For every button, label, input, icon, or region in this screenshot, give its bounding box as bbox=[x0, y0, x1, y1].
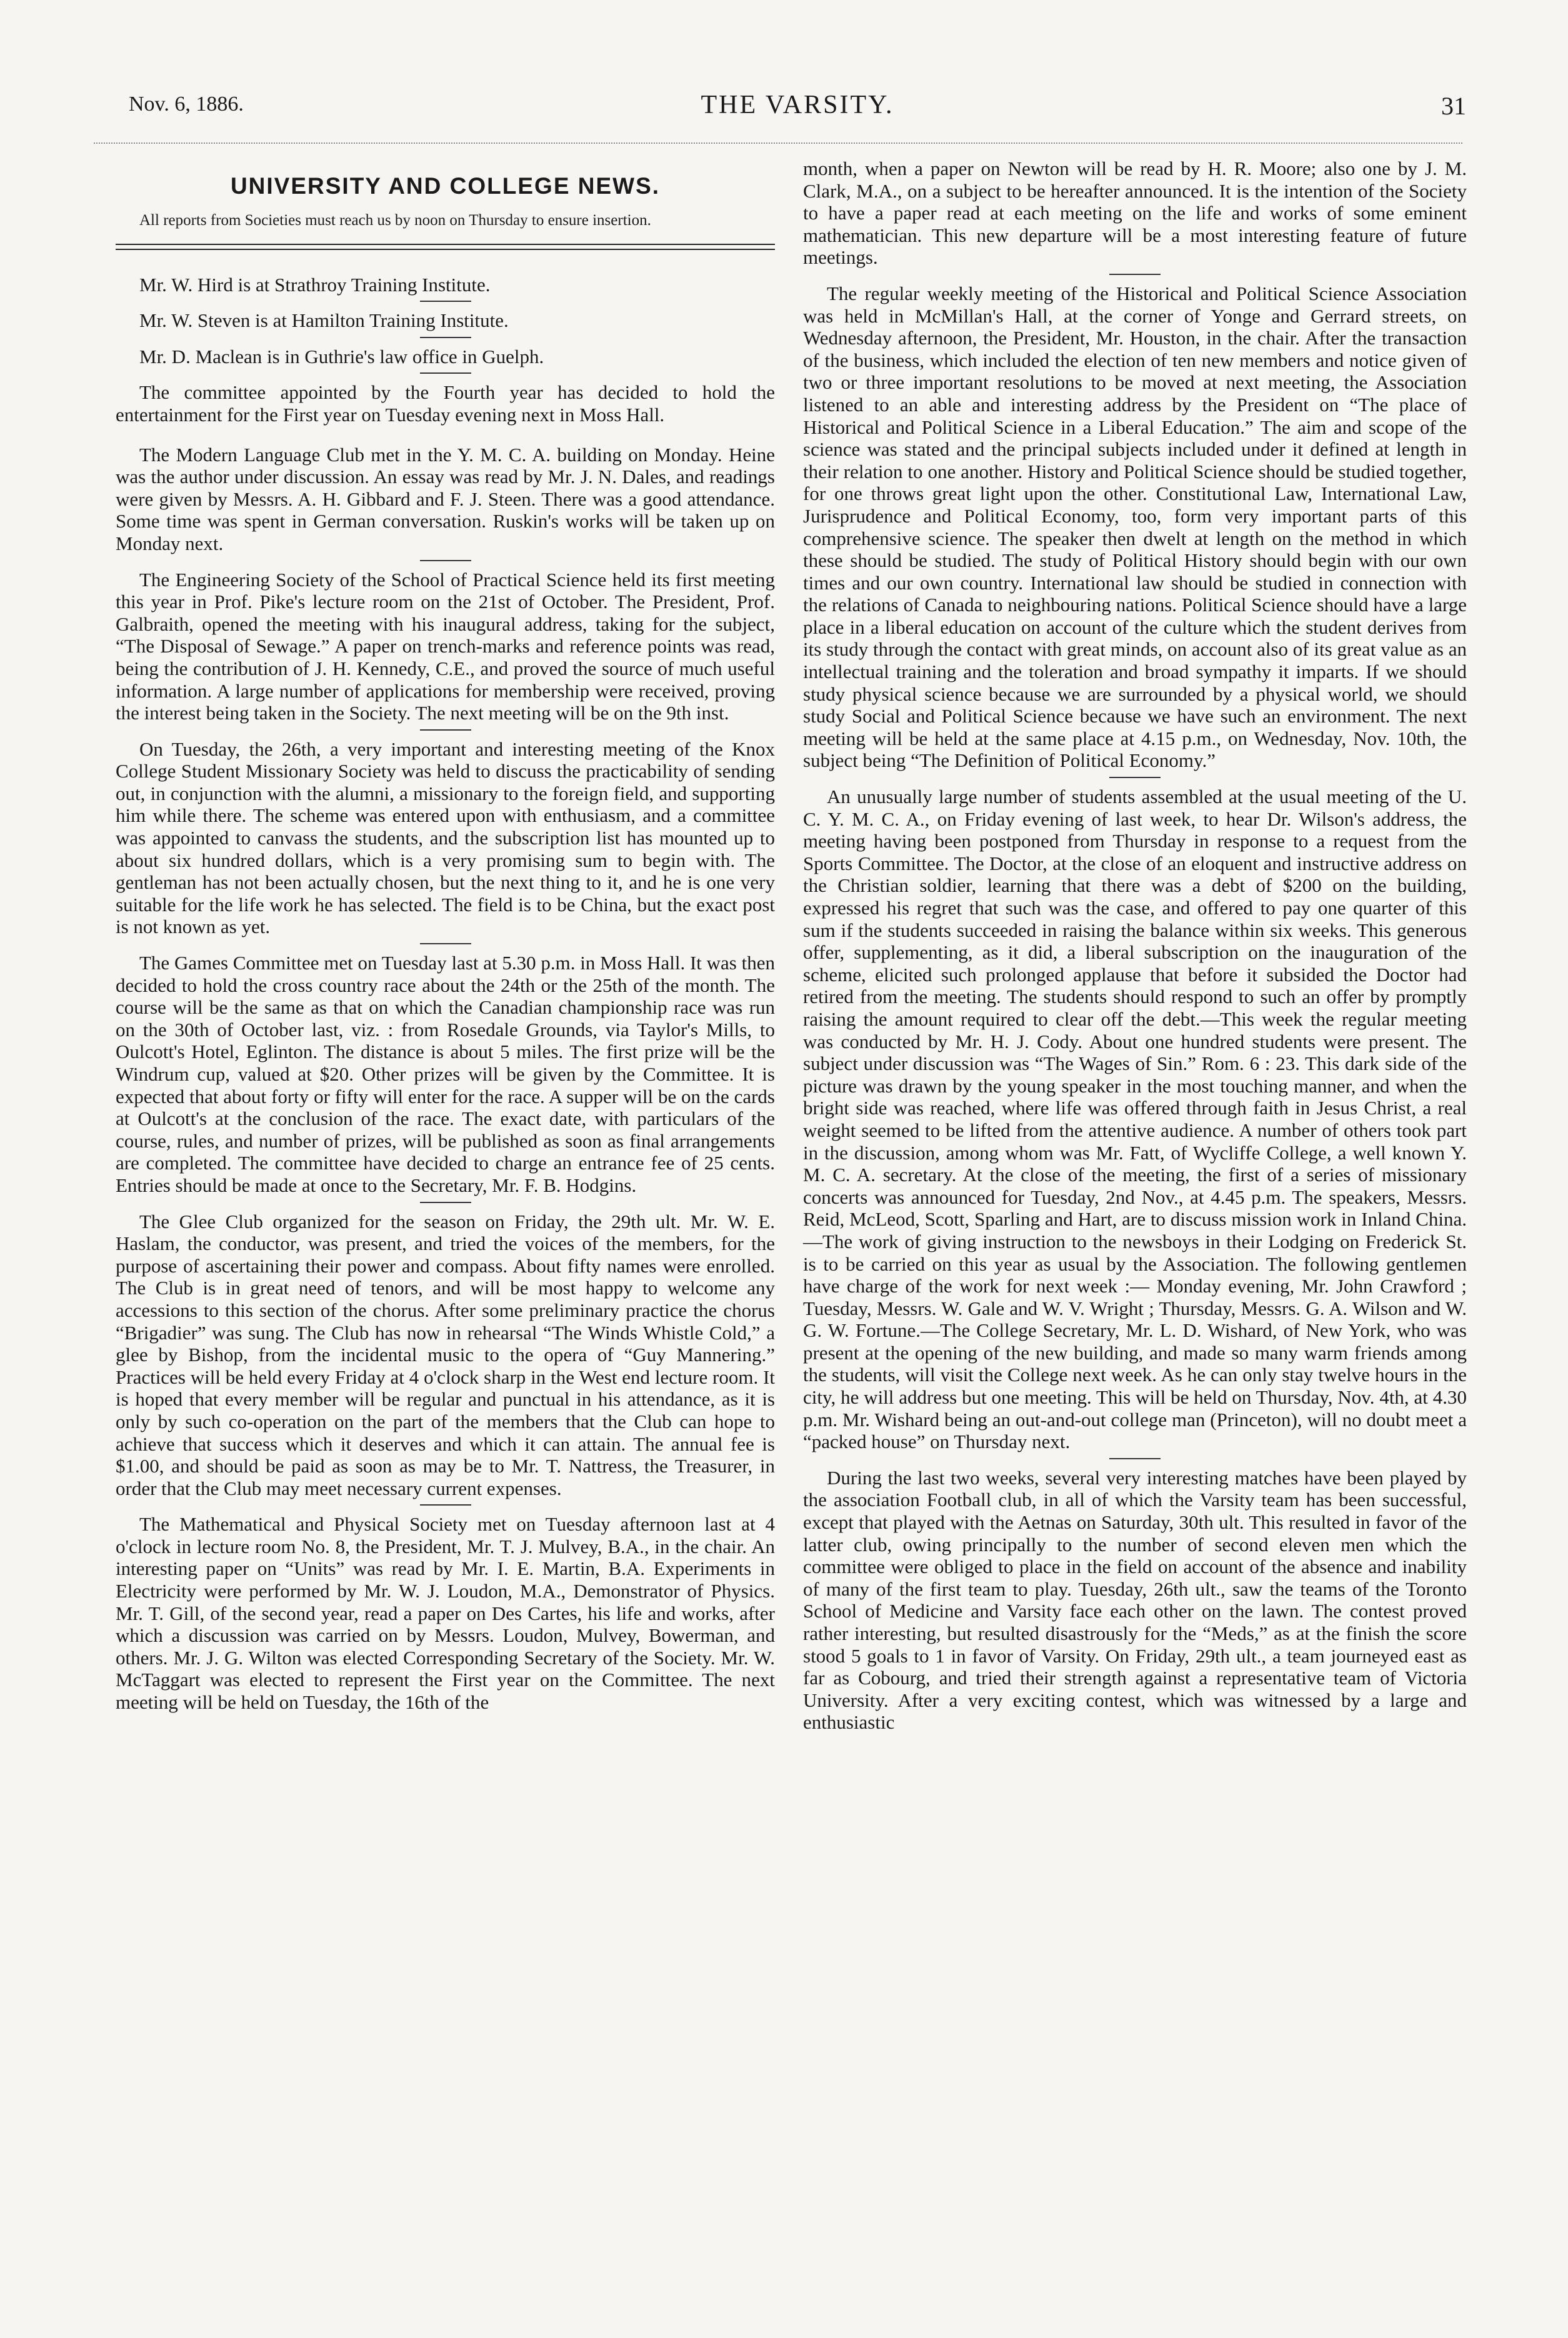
news-item: Mr. W. Hird is at Strathroy Training Institute. bbox=[139, 273, 491, 296]
news-item: The Engineering Society of the School of Practical Science held its first meeting this year in Prof. Pike's lecture room on the 21st of October. The President, Prof. Galbraith, opened the meeting with his inaugural address, taking for the subject, “The Disposal of Sewage.” A paper on trench-marks and reference points was read, being the contribution of J. H. Kennedy, C.E., and proved the source of much useful information. A large number of applications for membership were received, proving the interest being taken in the Society. The next meeting will be on the 9th inst. bbox=[116, 568, 775, 724]
section-title: UNIVERSITY AND COLLEGE NEWS. bbox=[230, 173, 661, 199]
news-item: During the last two weeks, several very interesting matches have been played by the association Football club, in all of which the Varsity team has been successful, except that played with the Aetnas on Saturday, 30th ult. This resulted in favor of the latter club, owing principally to the number of second eleven men which the committee were obliged to place in the field on account of the absence and inability of many of the first team to play. Tuesday, 26th ult., saw the teams of the Toronto School of Medicine and Varsity face each other on the lawn. The contest proved rather interesting, but resulted disastrously for the “Meds,” as at the finish the score stood 5 goals to 1 in favor of Varsity. On Friday, 29th ult., a team journeyed east as far as Cobourg, and tried their strength against a representative team of Victoria University. After a very exciting contest, which was witnessed by a large and enthusiastic bbox=[803, 1466, 1467, 1734]
issue-date: Nov. 6, 1886. bbox=[129, 92, 244, 116]
left-column bbox=[116, 167, 775, 1714]
news-item: Mr. W. Steven is at Hamilton Training Institute. bbox=[139, 309, 509, 332]
news-item: On Tuesday, the 26th, a very important and interesting meeting of the Knox College Student Missionary Society was held to discuss the practicability of sending out, in conjunction with the alumni, a missionary to the foreign field, and supporting him while there. The scheme was entered upon with enthusiasm, and a committee was appointed to canvass the students, and the subscription list has mounted up to about six hundred dollars, which is a very promising sum to begin with. The gentleman has not been actually chosen, but the next thing to it, and he is one very suitable for the life work he has selected. The field is to be China, but the exact post is not known as yet. bbox=[116, 737, 775, 938]
news-item: An unusually large number of students assembled at the usual meeting of the U. C. Y. M. C. A., on Friday evening of last week, to hear Dr. Wilson's address, the meeting having been postponed from Thursday in response to a request from the Sports Committee. The Doctor, at the close of an eloquent and instructive address on the Christian soldier, learning that there was a debt of $200 on the building, expressed his regret that such was the case, and offered to pay one quarter of this sum if the students succeeded in raising the balance within six weeks. This generous offer, supplementing, as it did, a liberal subscription on the inauguration of the scheme, elicited such prolonged applause that before it subsided the Doctor had retired from the meeting. The students should respond to such an offer by promptly raising the amount required to clear off the debt.—This week the regular meeting was conducted by Mr. H. J. Cody. About one hundred students were present. The subject under discussion was “The Wages of Sin.” Rom. 6 : 23. This dark side of the picture was drawn by the young speaker in the most touching manner, and when the bright side was reached, where life was offered through faith in Jesus Christ, a real weight seemed to be lifted from the attentive audience. A number of others took part in the discussion, among whom was Mr. Fatt, of Wycliffe College, a well known Y. M. C. A. secretary. At the close of the meeting, the first of a series of missionary concerts was announced for Tuesday, 2nd Nov., at 4.45 p.m. The speakers, Messrs. Reid, McLeod, Scott, Sparling and Hart, are to discuss mission work in Inland China.—The work of giving instruction to the newsboys in their Lodging on Frederick St. is to be carried on this year as usual by the Association. The following gentlemen have charge of the work for next week :— Monday evening, Mr. John Crawford ; Tuesday, Messrs. W. Gale and W. V. Wright ; Thursday, Messrs. G. A. Wilson and W. G. W. Fortune.—The College Secretary, Mr. L. D. Wishard, of New York, who was present at the opening of the new building, and made so many warm friends among the students, will visit the College next week. As he can only stay twelve hours in the city, he will address but one meeting. This will be held on Thursday, Nov. 4th, at 4.30 p.m. Mr. Wishard being an out-and-out college man (Princeton), will no doubt meet a “packed house” on Thursday next. bbox=[803, 786, 1467, 1453]
news-item: The Games Committee met on Tuesday last at 5.30 p.m. in Moss Hall. It was then decided to hold the cross country race about the 24th or the 25th of the month. The course will be the same as that on which the Canadian championship race was run on the 30th of October last, viz. : from Rosedale Grounds, via Taylor's Mills, to Oulcott's Hotel, Eglinton. The distance is about 5 miles. The first prize will be the Windrum cup, valued at $20. Other prizes will be given by the Committee. It is expected that about forty or fifty will enter for the race. A supper will be on the cards at Oulcott's at the conclusion of the race. The exact date, with particulars of the course, rules, and number of prizes, will be published as soon as final arrangements are completed. The committee have decided to charge an entrance fee of 25 cents. Entries should be made at once to the Secretary, Mr. F. B. Hodgins. bbox=[116, 952, 775, 1196]
news-item: The regular weekly meeting of the Historical and Political Science Association was held in McMillan's Hall, at the corner of Yonge and Gerrard streets, on Wednesday afternoon, the President, Mr. Houston, in the chair. After the transaction of the business, which included the election of ten new members and notice given of two or three important resolutions to be moved at next meeting, the Association listened to an able and interesting address by the President on “The place of Historical and Political Science in a Liberal Education.” The aim and scope of the science was stated and the principal subjects included under it defined at length in their relation to one another. History and Political Science should be studied together, for one throws great light upon the other. Constitutional Law, International Law, Jurisprudence and Political Economy, too, form very important parts of this comprehensive science. The speaker then dwelt at length on the method in which these should be studied. The study of Political History should begin with our own times and our own country. International law should be studied in connection with the relations of Canada to neighbouring nations. Political Science should have a large place in a liberal education on account of the culture which the student derives from its study through the contact with great minds, on account also of its great value as an intellectual training and the toleration and broad sympathy it imparts. If we should study physical science because we are surrounded by a physical world, we should study Social and Political Science because we have such an environment. The next meeting will be held at the same place at 4.15 p.m., on Wednesday, Nov. 10th, the subject being “The Definition of Political Economy.” bbox=[803, 282, 1467, 772]
publication-title: THE VARSITY. bbox=[701, 91, 894, 119]
page-header bbox=[129, 92, 1466, 136]
item-separator bbox=[420, 337, 471, 338]
news-item: The Modern Language Club met in the Y. M. C. A. building on Monday. Heine was the author under discussion. An essay was read by Mr. J. N. Dales, and readings were given by Messrs. A. H. Gibbard and F. J. Steen. There was a good attendance. Some time was spent in German conversation. Ruskin's works will be taken up on Monday next. bbox=[116, 443, 775, 554]
news-item: month, when a paper on Newton will be read by H. R. Moore; also one by J. M. Clark, M.A., on a subject to be hereafter announced. It is the intention of the Society to have a paper read at each meeting on the life and works of some eminent mathematician. This new departure will be a most interesting feature of future meetings. bbox=[803, 157, 1467, 269]
news-item: The committee appointed by the Fourth year has decided to hold the entertainment for the First year on Tuesday evening next in Moss Hall. bbox=[116, 381, 775, 426]
section-note: All reports from Societies must reach us by noon on Thursday to ensure insertion. bbox=[139, 211, 651, 229]
item-separator bbox=[1109, 777, 1161, 778]
item-separator bbox=[420, 943, 471, 944]
item-separator bbox=[420, 729, 471, 731]
section-divider bbox=[116, 244, 775, 250]
page-number: 31 bbox=[1441, 92, 1466, 120]
item-separator bbox=[420, 1202, 471, 1203]
item-separator bbox=[1109, 1458, 1161, 1459]
right-column bbox=[803, 157, 1467, 1734]
news-item: The Glee Club organized for the season on Friday, the 29th ult. Mr. W. E. Haslam, the conductor, was present, and tried the voices of the members, for the purpose of ascertaining their power and compass. About fifty names were enrolled. The Club is in great need of tenors, and will be most happy to welcome any accessions to this section of the chorus. After some preliminary practice the chorus “Brigadier” was sung. The Club has now in rehearsal “The Winds Whistle Cold,” a glee by Bishop, from the incidental music to the opera of “Guy Mannering.” Practices will be held every Friday at 4 o'clock sharp in the West end lecture room. It is hoped that every member will be regular and punctual in his attendance, as it is only by such co-operation on the part of the members that the Club can hope to achieve that success which it deserves and which it can attain. The annual fee is $1.00, and should be paid as soon as may be to Mr. T. Nattress, the Treasurer, in order that the Club may meet necessary current expenses. bbox=[116, 1210, 775, 1499]
item-separator bbox=[420, 301, 471, 302]
news-item: The Mathematical and Physical Society met on Tuesday afternoon last at 4 o'clock in lecture room No. 8, the President, Mr. T. J. Mulvey, B.A., in the chair. An interesting paper on “Units” was read by Mr. I. E. Martin, B.A. Experiments in Electricity were performed by Mr. W. J. Loudon, M.A., Demonstrator of Physics. Mr. T. Gill, of the second year, read a paper on Des Cartes, his life and works, after which a discussion was carried on by Messrs. Loudon, Mulvey, Bowerman, and others. Mr. J. G. Wilton was elected Corresponding Secretary of the Society. Mr. W. McTaggart was elected to represent the First year on the Committee. The next meeting will be held on Tuesday, the 16th of the bbox=[116, 1513, 775, 1714]
header-rule bbox=[94, 142, 1462, 144]
item-separator bbox=[1109, 274, 1161, 275]
item-separator bbox=[420, 560, 471, 561]
item-separator bbox=[420, 1504, 471, 1506]
item-separator bbox=[420, 372, 471, 374]
news-item: Mr. D. Maclean is in Guthrie's law office in Guelph. bbox=[139, 345, 544, 367]
